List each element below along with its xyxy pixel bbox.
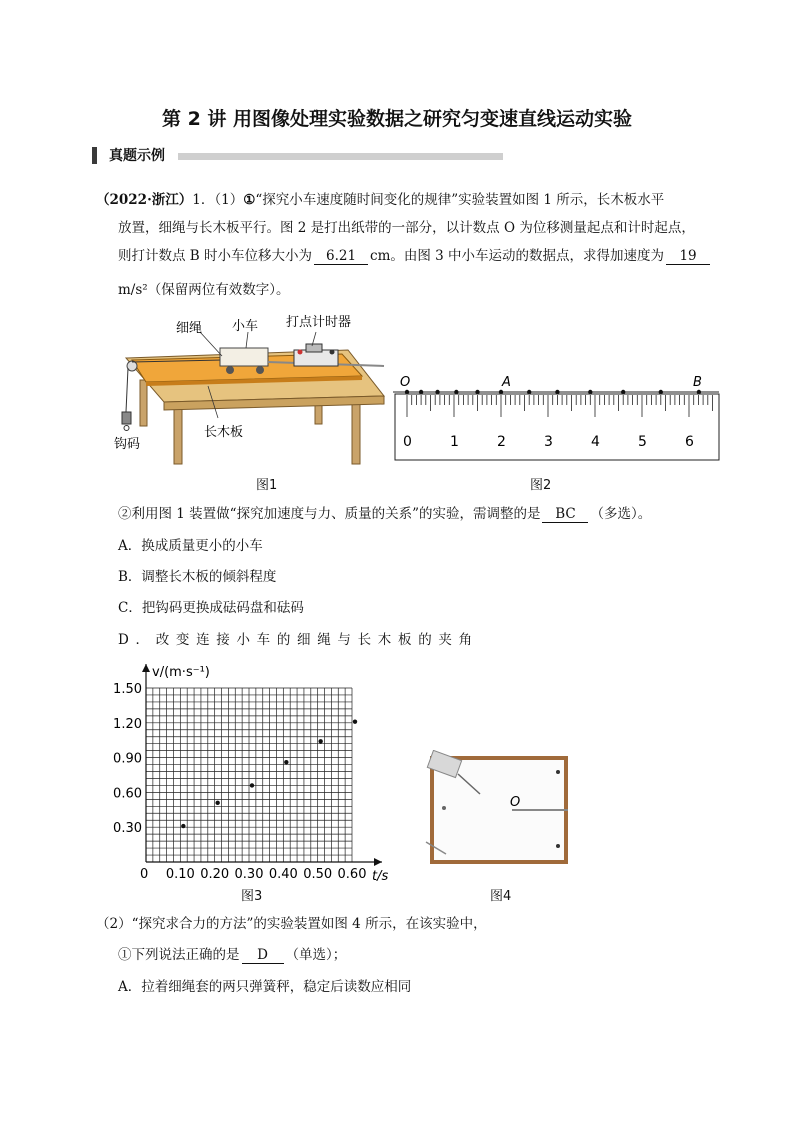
tick-1: 1 [450, 434, 459, 450]
q1-line3 [118, 246, 712, 266]
tick-3: 3 [544, 434, 553, 450]
option-a: A．换成质量更小的小车 [118, 538, 263, 554]
option-b: B．调整长木板的倾斜程度 [118, 569, 277, 585]
fig4-caption: 图4 [490, 889, 512, 904]
q1-num1: ① [243, 192, 256, 208]
x-axis-label: t/s [372, 869, 389, 884]
answer-q2: D [242, 947, 284, 964]
x-tick-label: 0.50 [303, 867, 333, 882]
q1-text1: “探究小车速度随时间变化的规律”实验装置如图 1 所示，长木板水平 [255, 192, 665, 208]
label-cart: 小车 [232, 319, 259, 334]
data-point [318, 739, 322, 743]
fig4-point-O: O [510, 795, 521, 810]
q1-text3-pre: 则打计数点 B 时小车位移大小为 [118, 248, 313, 264]
answer-q1b: BC [542, 506, 588, 523]
fig1-apparatus [112, 310, 392, 470]
q1-line2: 放置，细绳与长木板平行。图 2 是打出纸带的一部分，以计数点 O 为位移测量起点和计时起点， [118, 220, 695, 236]
fig3-caption: 图3 [241, 889, 263, 904]
section-bar [92, 147, 97, 164]
tick-0: 0 [403, 434, 412, 450]
chart-y-ticks [113, 682, 142, 836]
fig1-caption: 图1 [256, 478, 278, 493]
origin-label: 0 [140, 867, 149, 882]
q1b-prompt-post: （多选）。 [590, 506, 652, 522]
y-tick-label: 0.60 [113, 786, 142, 802]
chart-grid [146, 688, 352, 862]
x-tick-label: 0.10 [165, 867, 195, 882]
tick-4: 4 [591, 434, 600, 450]
chart-axes [142, 664, 382, 866]
q2-sub-post: （单选）； [285, 947, 347, 963]
q2-sub [118, 945, 346, 965]
q2-intro: （2）“探究求合力的方法”的实验装置如图 4 所示，在该实验中， [96, 916, 487, 932]
fig2-caption: 图2 [530, 478, 552, 493]
y-tick-label: 0.90 [113, 751, 142, 767]
label-timer: 打点计时器 [286, 315, 352, 330]
section-label: 真题示例 [109, 148, 165, 164]
section-header [92, 145, 412, 165]
q2-sub-pre: ①下列说法正确的是 [118, 947, 240, 963]
q1-source: （2022·浙江） [96, 192, 193, 208]
q1-line4: m/s²（保留两位有效数字）。 [118, 282, 290, 298]
option-d: D ． 改 变 连 接 小 车 的 细 绳 与 长 木 板 的 夹 角 [118, 632, 474, 648]
data-point [181, 824, 185, 828]
fig3-vt-graph [110, 658, 400, 886]
q1-line1 [96, 190, 664, 210]
tick-2: 2 [497, 434, 506, 450]
point-O: O [400, 375, 411, 390]
chart-x-ticks [166, 867, 367, 882]
data-point [250, 783, 254, 787]
x-tick-label: 0.60 [337, 867, 367, 882]
tick-6: 6 [685, 434, 694, 450]
y-axis-label: v/(m·s⁻¹) [152, 665, 210, 680]
label-board: 长木板 [204, 425, 244, 440]
data-point [284, 760, 288, 764]
q1b-prompt [118, 504, 651, 524]
fig4-photo [422, 750, 572, 868]
data-point [353, 719, 357, 723]
q1b-prompt-pre: ②利用图 1 装置做“探究加速度与力、质量的关系”的实验，需调整的是 [118, 506, 541, 522]
tick-5: 5 [638, 434, 647, 450]
y-tick-label: 1.20 [113, 716, 142, 732]
answer-displacement: 6.21 [314, 248, 368, 265]
q1-text3-mid: cm。由图 3 中小车运动的数据点，求得加速度为 [370, 248, 665, 264]
section-rule [178, 153, 503, 160]
label-weight: 钩码 [114, 437, 141, 452]
point-A: A [502, 375, 511, 390]
q2-option-a: A．拉着细绳套的两只弹簧秤，稳定后读数应相同 [118, 979, 412, 995]
data-point [215, 801, 219, 805]
fig2-ruler [393, 370, 723, 462]
x-axis-arrow [374, 858, 382, 866]
x-tick-label: 0.40 [268, 867, 298, 882]
q1-intro: 1．（1） [192, 192, 244, 208]
page-title: 第 2 讲 用图像处理实验数据之研究匀变速直线运动实验 [161, 108, 633, 130]
y-tick-label: 0.30 [113, 821, 142, 837]
y-tick-label: 1.50 [113, 682, 142, 697]
x-tick-label: 0.20 [200, 867, 230, 882]
point-B: B [693, 375, 702, 390]
x-tick-label: 0.30 [234, 867, 264, 882]
label-rope: 细绳 [176, 321, 203, 336]
answer-acceleration: 19 [666, 248, 710, 265]
y-axis-arrow [142, 664, 150, 672]
option-c: C．把钩码更换成砝码盘和砝码 [118, 600, 304, 616]
